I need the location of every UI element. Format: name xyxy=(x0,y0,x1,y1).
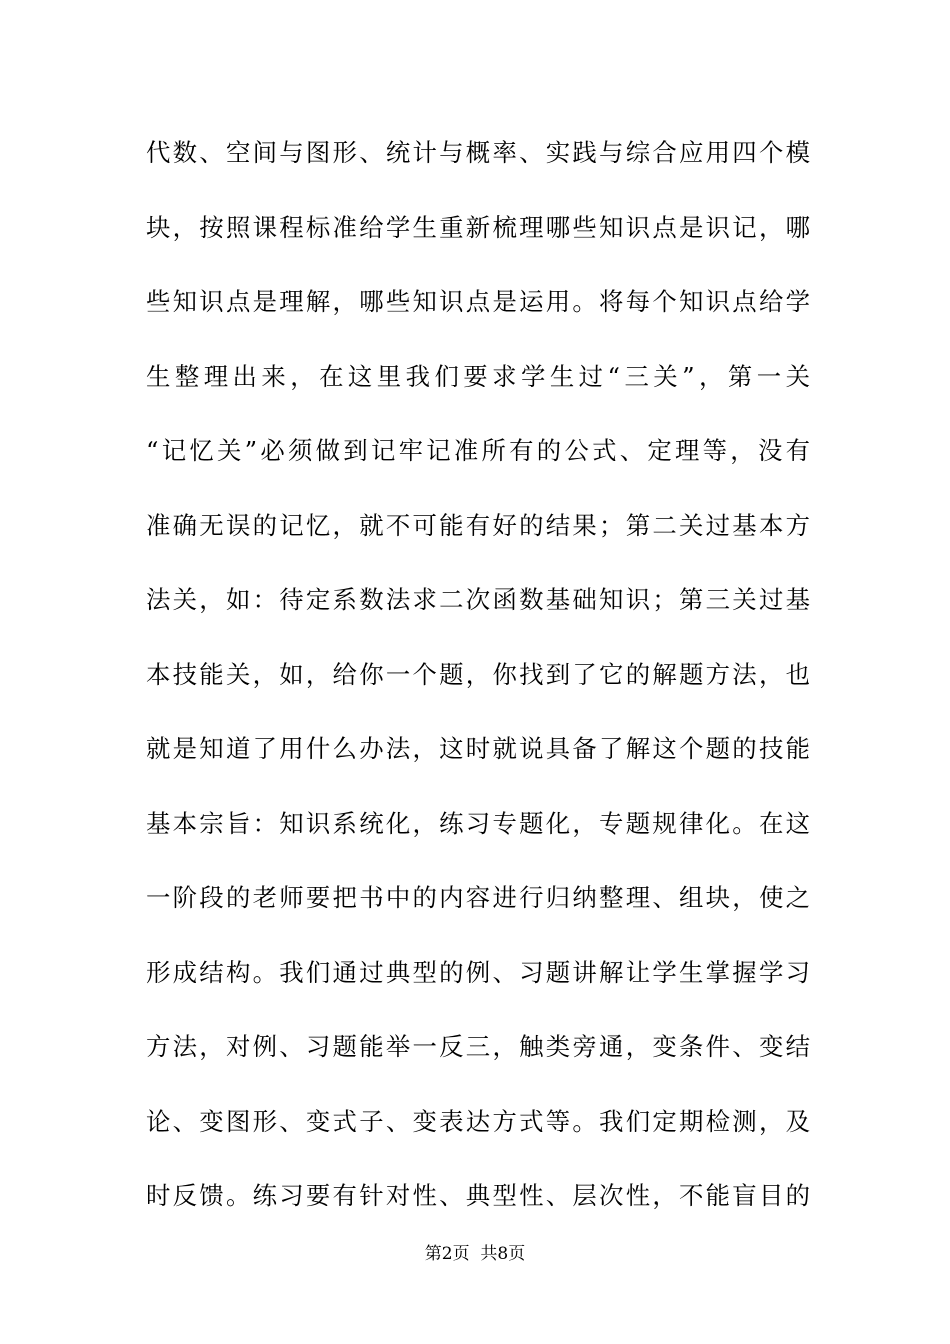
text-line: 论、变图形、变式子、变表达方式等。我们定期检测，及 xyxy=(146,1106,810,1136)
text-line: 时反馈。练习要有针对性、典型性、层次性，不能盲目的 xyxy=(146,1181,810,1210)
text-line: 代数、空间与图形、统计与概率、实践与综合应用四个模 xyxy=(146,138,810,167)
text-line: 法关，如：待定系数法求二次函数基础知识；第三关过基 xyxy=(146,585,810,614)
text-line: 本技能关，如，给你一个题，你找到了它的解题方法，也 xyxy=(146,659,810,689)
text-line: 些知识点是理解，哪些知识点是运用。将每个知识点给学 xyxy=(146,287,810,316)
page-footer: 第2页 共8页 xyxy=(424,1244,526,1264)
text-line: “记忆关”必须做到记牢记准所有的公式、定理等，没有 xyxy=(146,436,810,465)
body-text xyxy=(146,130,810,1248)
text-line: 形成结构。我们通过典型的例、习题讲解让学生掌握学习 xyxy=(146,957,810,987)
text-line: 生整理出来，在这里我们要求学生过“三关”，第一关 xyxy=(146,361,810,391)
text-line: 基本宗旨：知识系统化，练习专题化，专题规律化。在这 xyxy=(146,808,810,838)
text-line: 方法，对例、习题能举一反三，触类旁通，变条件、变结 xyxy=(146,1032,810,1061)
text-line: 就是知道了用什么办法，这时就说具备了解这个题的技能 xyxy=(146,734,810,763)
text-line: 块，按照课程标准给学生重新梳理哪些知识点是识记，哪 xyxy=(146,212,810,242)
text-line: 准确无误的记忆，就不可能有好的结果；第二关过基本方 xyxy=(146,510,810,540)
text-line: 一阶段的老师要把书中的内容进行归纳整理、组块，使之 xyxy=(146,883,810,912)
